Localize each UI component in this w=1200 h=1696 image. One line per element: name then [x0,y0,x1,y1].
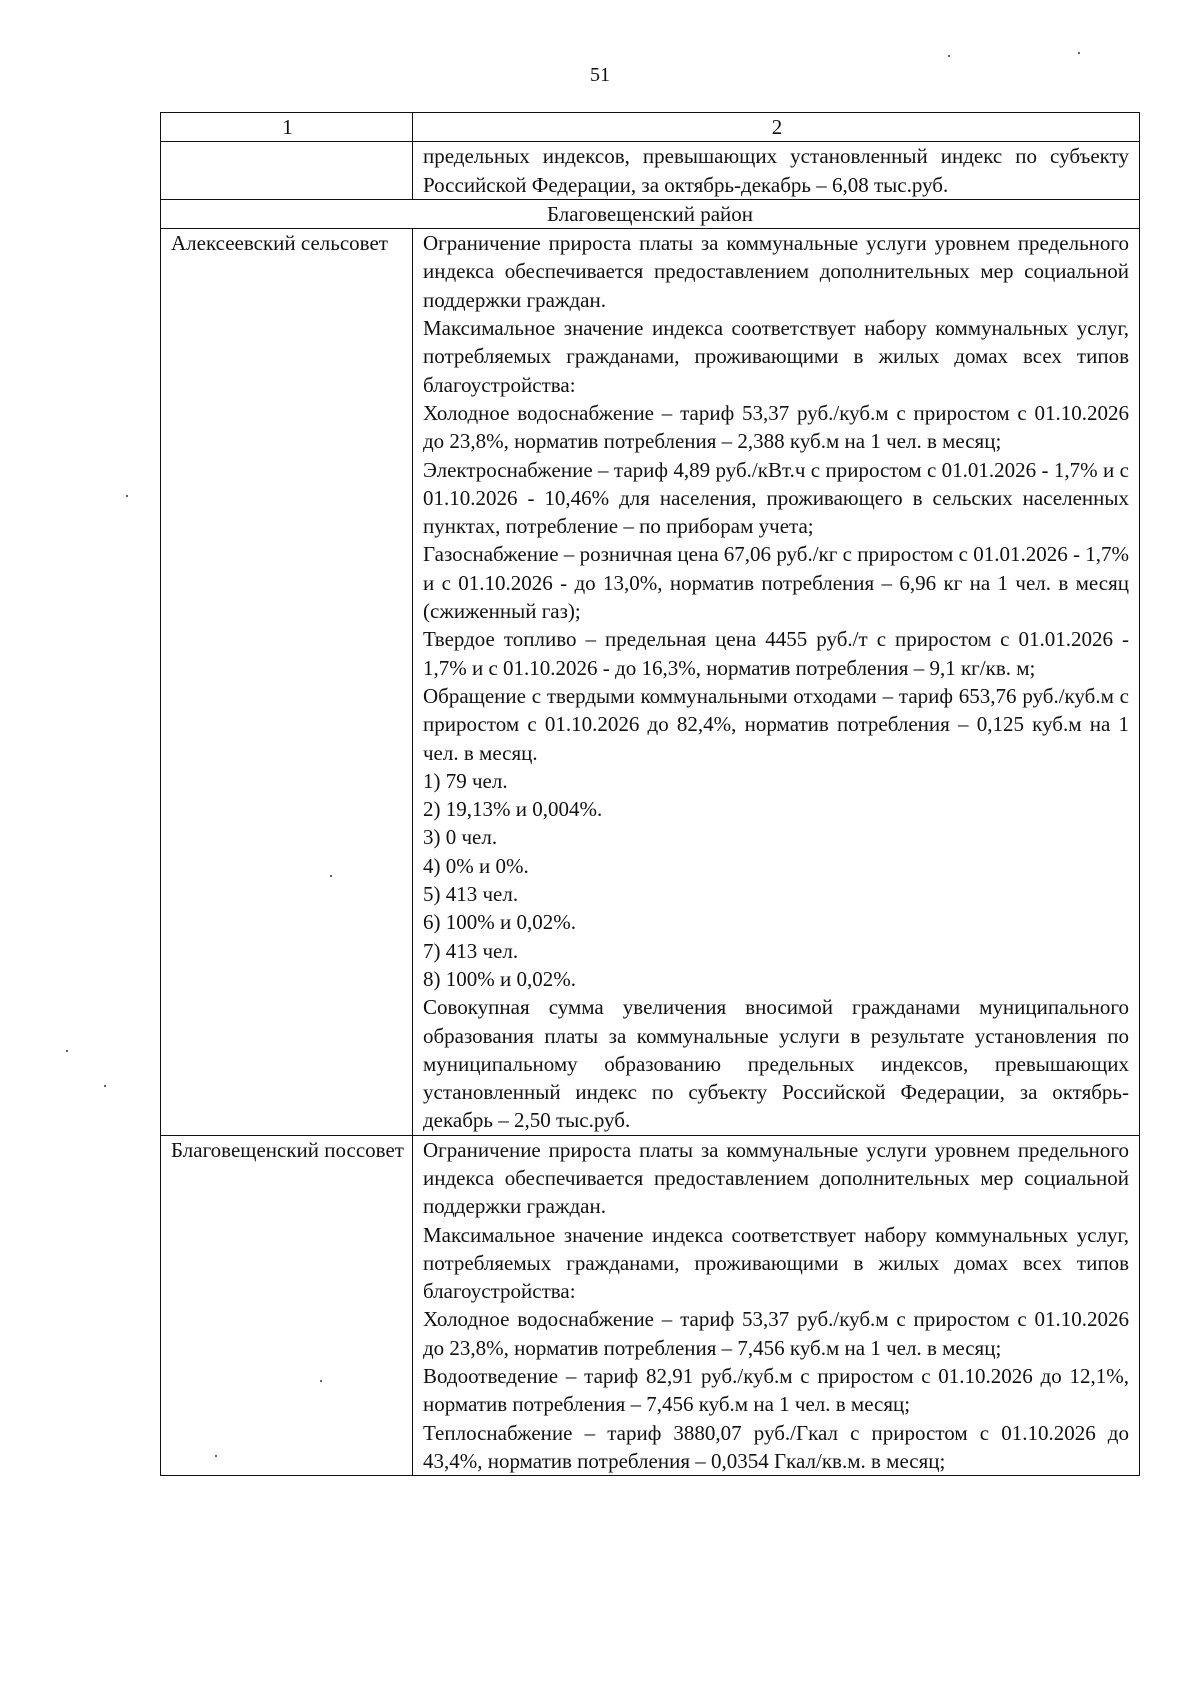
table-row [161,1135,1140,1476]
list-item: 5) 413 чел. [423,882,519,907]
list-item: 7) 413 чел. [423,938,519,963]
paragraph: Максимальное значение индекса соответствует набору коммунальных услуг, потребляемых гражданами, проживающими в жилых домах всех типов благоустройства: [423,1222,1129,1304]
tariff-table [160,112,1140,1476]
paragraph: Водоотведение – тариф 82,91 руб./куб.м с приростом с 01.10.2026 до 12,1%, норматив потребления – 7,456 куб.м на 1 чел. в месяц; [423,1364,1129,1417]
continued-text: предельных индексов, превышающих установленный индекс по субъекту Российской Федерации, за октябрь-декабрь – 6,08 тыс.руб. [423,144,1129,197]
municipality-name: Алексеевский сельсовет [161,229,413,1136]
paragraph: Ограничение прироста платы за коммунальные услуги уровнем предельного индекса обеспечивается предоставлением дополнительных мер социальной поддержки граждан. [423,231,1129,312]
district-row [161,199,1140,228]
paragraph: Теплоснабжение – тариф 3880,07 руб./Гкал с приростом с 01.10.2026 до 43,4%, норматив потребления – 0,0354 Гкал/кв.м. в месяц; [423,1420,1129,1473]
paragraph: Газоснабжение – розничная цена 67,06 руб./кг с приростом с 01.01.2026 - 1,7% и с 01.10.2026 - до 13,0%, норматив потребления – 6,96 кг на 1 чел. в месяц (сжиженный газ); [423,542,1129,624]
paragraph: Ограничение прироста платы за коммунальные услуги уровнем предельного индекса обеспечивается предоставлением дополнительных мер социальной поддержки граждан. [423,1137,1129,1219]
paragraph: Твердое топливо – предельная цена 4455 руб./т с приростом с 01.01.2026 - 1,7% и с 01.10.2026 - до 16,3%, норматив потребления – 9,1 кг/кв. м; [423,627,1129,680]
measures-cell [413,229,1140,1136]
paragraph: Холодное водоснабжение – тариф 53,37 руб./куб.м с приростом с 01.10.2026 до 23,8%, норматив потребления – 2,388 куб.м на 1 чел. в месяц; [423,400,1129,454]
scan-speck [1078,52,1080,54]
table-header-row [161,113,1140,142]
district-title: Благовещенский район [161,199,1140,228]
empty-cell [161,142,413,200]
scan-speck [66,1050,68,1052]
scan-speck [126,495,128,497]
scan-speck [320,1380,322,1382]
table-row-continuation [161,142,1140,200]
list-item: 6) 100% и 0,02%. [423,910,576,935]
scan-speck [104,1085,106,1087]
paragraph: Электроснабжение – тариф 4,89 руб./кВт.ч с приростом с 01.01.2026 - 1,7% и с 01.10.2026 - 10,46% для населения, проживающего в сельских населенных пунктах, потребление – по приборам учета; [423,457,1129,539]
paragraph: Холодное водоснабжение – тариф 53,37 руб./куб.м с приростом с 01.10.2026 до 23,8%, норматив потребления – 7,456 куб.м на 1 чел. в месяц; [423,1307,1129,1360]
page-number: 51 [590,64,610,86]
list-item: 1) 79 чел. [423,768,508,793]
paragraph: Обращение с твердыми коммунальными отходами – тариф 653,76 руб./куб.м с приростом с 01.10.2026 до 82,4%, норматив потребления – 0,125 куб.м на 1 чел. в месяц. [423,683,1129,765]
measures-cell [413,1135,1140,1476]
list-item: 4) 0% и 0%. [423,853,529,878]
scan-speck [330,875,332,877]
scan-speck [215,1455,217,1457]
summary-paragraph: Совокупная сумма увеличения вносимой гражданами муниципального образования платы за коммунальные услуги в результате установления по муниципальному образованию предельных индексов, превышающих установленный индекс по субъекту Российской Федерации, за октябрь-декабрь – 2,50 тыс.руб. [423,995,1129,1133]
municipality-name: Благовещенский поссовет [161,1135,413,1476]
list-item: 8) 100% и 0,02%. [423,966,576,991]
continued-text-cell [413,142,1140,200]
table-row [161,229,1140,1136]
scan-speck [948,55,950,57]
column-header-1: 1 [161,113,413,142]
column-header-2: 2 [413,113,1140,142]
paragraph: Максимальное значение индекса соответствует набору коммунальных услуг, потребляемых гражданами, проживающими в жилых домах всех типов благоустройства: [423,316,1129,397]
list-item: 3) 0 чел. [423,825,498,850]
list-item: 2) 19,13% и 0,004%. [423,797,603,822]
